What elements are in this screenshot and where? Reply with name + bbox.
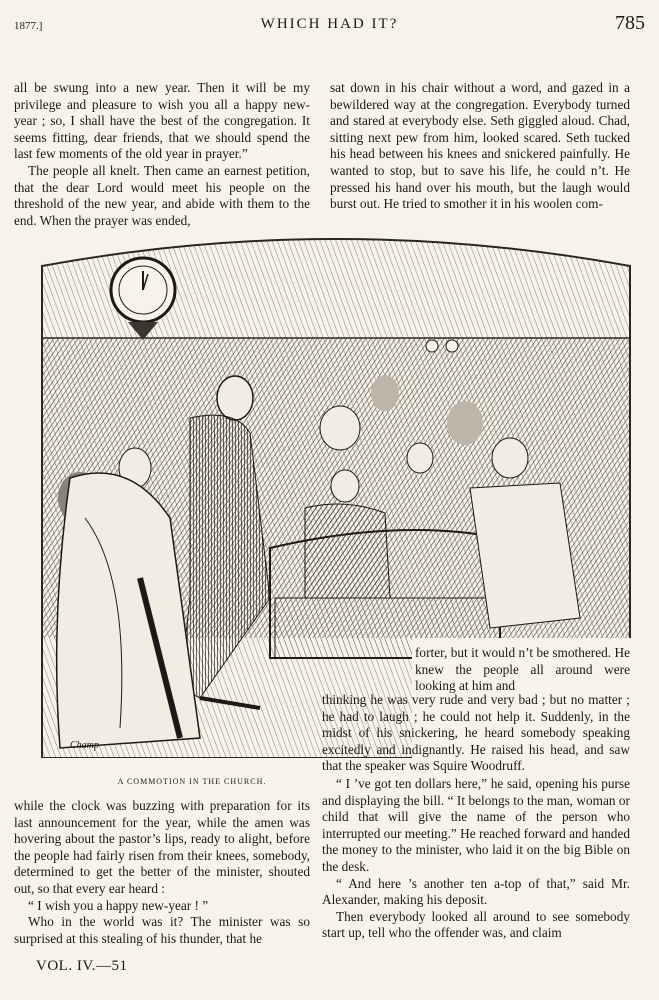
header-title: WHICH HAD IT?: [260, 16, 399, 32]
paragraph: while the clock was buzzing with preparation for its last announcement for the year, while the amen was hovering about the pastor’s lips, ready to alight, before the people had fairly risen from their knees, somebody, determined to get the better of the minister, shouted out, so that every ear heard :: [14, 798, 310, 896]
volume-footer: VOL. IV.—51: [36, 958, 128, 974]
paragraph: all be swung into a new year. Then it will be my privilege and pleasure to wish you all a happy new-year ; so, I shall have the best of the congregation. It seems fitting, dear friends, that we should spend the last few moments of the old year in prayer.”: [14, 80, 310, 162]
column-left-bottom: [14, 798, 310, 947]
column-right-bottom: [322, 776, 630, 942]
column-right-top: [330, 80, 630, 213]
column-left-top: [14, 80, 310, 229]
column-right-narrow: [415, 645, 630, 695]
paragraph: sat down in his chair without a word, and gazed in a bewildered way at the congregation. Everybody turned and stared at everybody else. Seth giggled aloud. Chad, sitting next pew from him, looked scared. Seth tucked his head between his knees and snickered painfully. He wanted to stop, but to save his life, he could n’t. He pressed his hand over his mouth, but the laugh would burst out. He tried to smother it in his woolen com-: [330, 80, 630, 212]
paragraph: Then everybody looked all around to see somebody start up, tell who the offender was, and claim: [322, 908, 630, 941]
paragraph: Who in the world was it? The minister was so surprised at this stealing of his thunder, that he: [14, 914, 310, 946]
paragraph: thinking he was very rude and very bad ; but no matter ; he had to laugh ; he could not help it. Suddenly, in the midst of his snickering, he heard somebody speaking excitedly and indignantly. He raised his head, and saw that the speaker was Squire Woodruff.: [322, 692, 630, 774]
paragraph: “ I ’ve got ten dollars here,” he said, opening his purse and displaying the bill. “ It belongs to the man, woman or child that will give the name of the person who interrupted our meeting.” He reached forward and handed the money to the minister, who laid it on the big Bible on the desk.: [322, 776, 630, 874]
column-right-mid: [322, 692, 630, 775]
paragraph: “ I wish you a happy new-year ! ”: [28, 897, 209, 913]
paragraph: The people all knelt. Then came an earnest petition, that the dear Lord would meet his people on the threshold of the new year, and abide with them to the end. When the prayer was ended,: [14, 162, 310, 228]
artist-signature: Champ: [70, 740, 99, 751]
paragraph: “ And here ’s another ten a-top of that,” said Mr. Alexander, making his deposit.: [322, 875, 630, 908]
page-number: 785: [615, 12, 645, 34]
running-header: [14, 6, 645, 36]
header-year: 1877.]: [14, 20, 43, 32]
paragraph: forter, but it would n’t be smothered. He knew the people all around were looking at him and: [415, 645, 630, 694]
illustration-caption: A COMMOTION IN THE CHURCH.: [117, 777, 267, 786]
